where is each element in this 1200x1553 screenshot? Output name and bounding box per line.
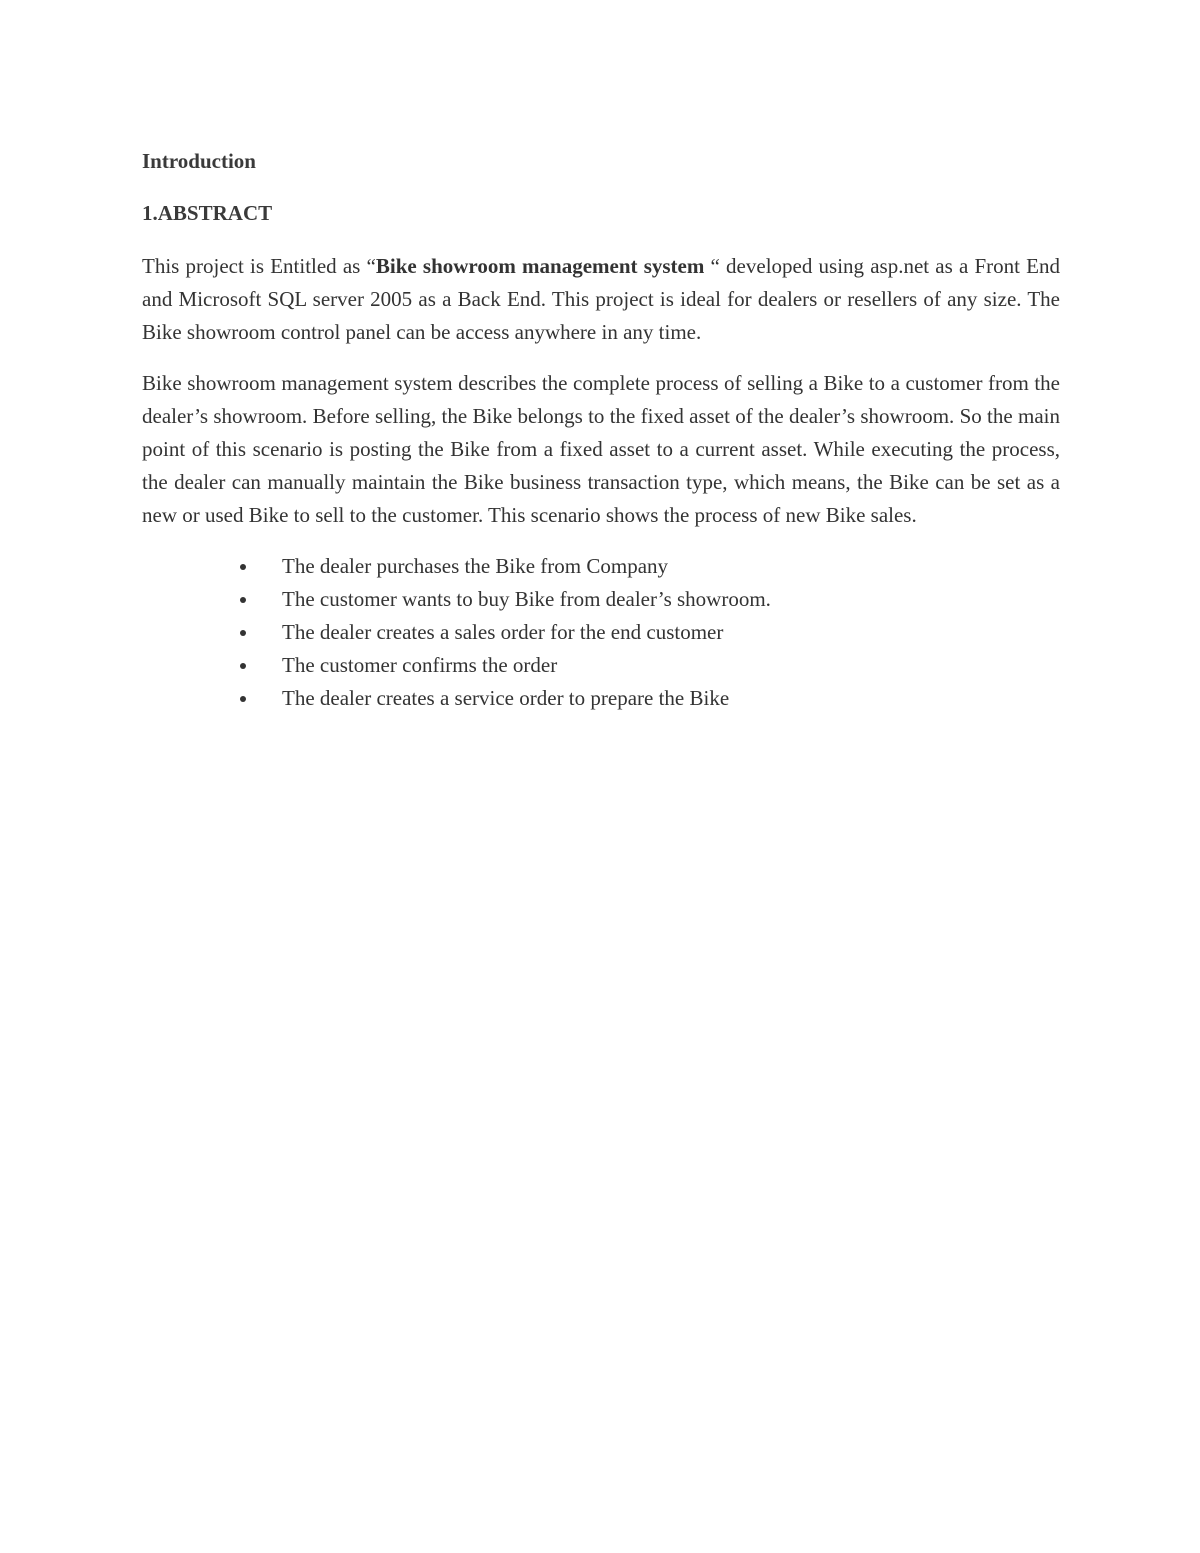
abstract-heading: 1.ABSTRACT: [142, 201, 273, 225]
para1-text-before: This project is Entitled as “: [142, 254, 376, 278]
list-item: [142, 550, 1060, 583]
document-content: [142, 146, 1060, 715]
introduction-heading: Introduction: [142, 149, 256, 173]
para1-text-after: “ developed using asp.net as a Front End and Microsoft SQL server 2005 as a Back End. This project is ideal for dealers or resellers of any size. The Bike showroom control panel can be access anywhere in any time.: [142, 254, 1060, 344]
list-item: [142, 583, 1060, 616]
list-item: [142, 682, 1060, 715]
bullet-icon: [240, 564, 246, 570]
list-item-text: The dealer creates a sales order for the end customer: [282, 620, 724, 644]
list-item-text: The customer confirms the order: [282, 653, 558, 677]
bullet-icon: [240, 630, 246, 636]
abstract-paragraph-1: [142, 250, 1060, 349]
project-title-bold: Bike showroom management system: [375, 254, 705, 278]
list-item: [142, 616, 1060, 649]
bullet-icon: [240, 696, 246, 702]
list-item-text: The customer wants to buy Bike from dealer’s showroom.: [282, 587, 771, 611]
abstract-paragraph-2: Bike showroom management system describes the complete process of selling a Bike to a customer from the dealer’s showroom. Before selling, the Bike belongs to the fixed asset of the dealer’s showroom. So the main point of this scenario is posting the Bike from a fixed asset to a current asset. While executing the process, the dealer can manually maintain the Bike business transaction type, which means, the Bike can be set as a new or used Bike to sell to the customer. This scenario shows the process of new Bike sales.: [142, 371, 1060, 527]
process-bullet-list: [142, 550, 1060, 715]
bullet-icon: [240, 597, 246, 603]
bullet-icon: [240, 663, 246, 669]
list-item-text: The dealer creates a service order to prepare the Bike: [282, 686, 730, 710]
list-item-text: The dealer purchases the Bike from Company: [282, 554, 669, 578]
list-item: [142, 649, 1060, 682]
